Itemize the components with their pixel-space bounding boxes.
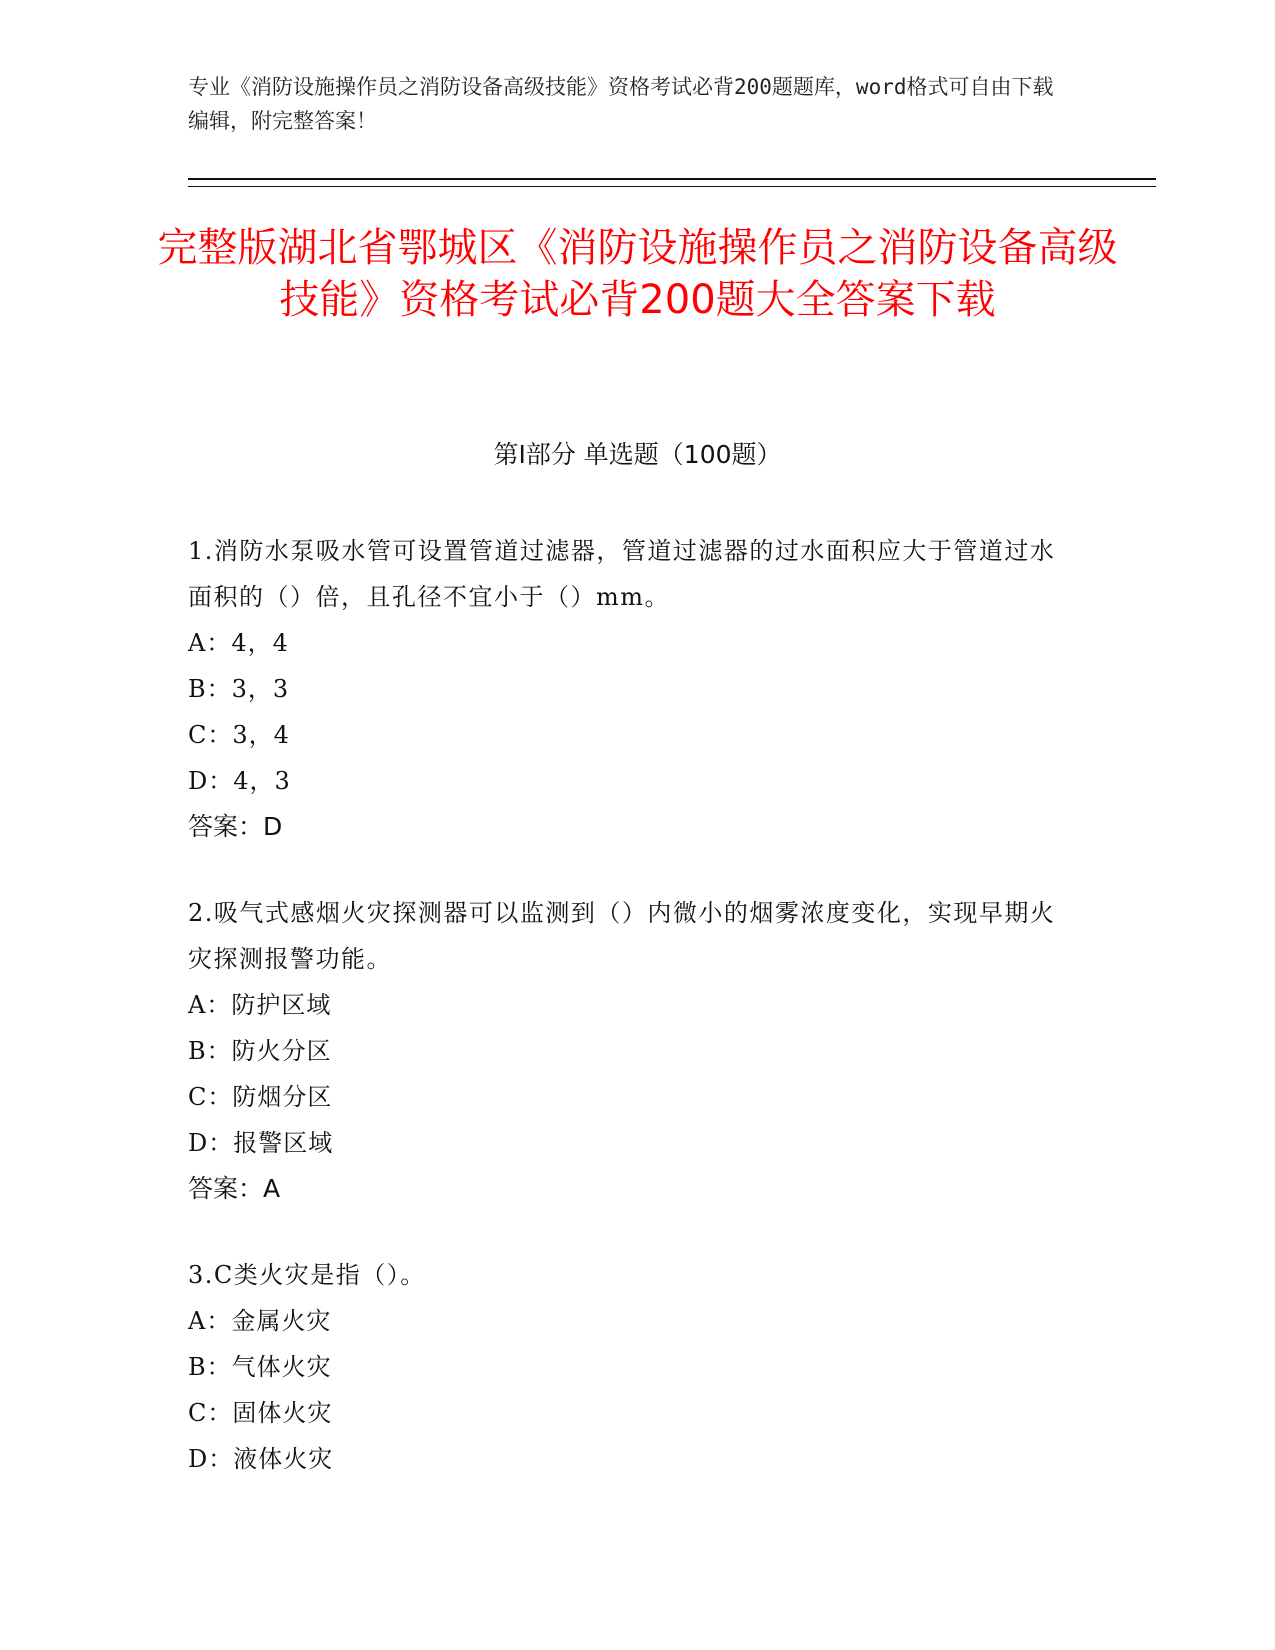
header-divider-thin <box>188 186 1156 187</box>
option-d: D：液体火灾 <box>188 1445 334 1473</box>
answer: 答案：D <box>188 812 283 841</box>
option-d: D：报警区域 <box>188 1129 334 1157</box>
option-b: B：气体火灾 <box>188 1353 332 1381</box>
header-note: 专业《消防设施操作员之消防设备高级技能》资格考试必背200题题库，word格式可自由下载编辑，附完整答案！ <box>188 75 1054 133</box>
option-a: A：防护区域 <box>188 991 332 1019</box>
option-b: B：防火分区 <box>188 1037 332 1065</box>
option-c: C：防烟分区 <box>188 1083 333 1111</box>
section-heading: 第Ⅰ部分 单选题（100题） <box>493 440 782 469</box>
question-3 <box>188 1252 1068 1482</box>
option-b: B：3，3 <box>188 675 290 703</box>
header-divider-thick <box>188 178 1156 180</box>
question-stem: 1.消防水泵吸水管可设置管道过滤器，管道过滤器的过水面积应大于管道过水面积的（）倍，且孔径不宜小于（）mm。 <box>188 537 1056 611</box>
question-stem: 3.C类火灾是指（）。 <box>188 1261 426 1289</box>
answer: 答案：A <box>188 1174 281 1203</box>
document-title: 完整版湖北省鄂城区《消防设施操作员之消防设备高级技能》资格考试必背200题大全答案下载 <box>157 225 1118 323</box>
option-d: D：4，3 <box>188 767 291 795</box>
option-c: C：固体火灾 <box>188 1399 333 1427</box>
option-a: A：4，4 <box>188 629 289 657</box>
question-2 <box>188 890 1068 1212</box>
option-c: C：3，4 <box>188 721 290 749</box>
option-a: A：金属火灾 <box>188 1307 332 1335</box>
question-1 <box>188 528 1068 850</box>
question-stem: 2.吸气式感烟火灾探测器可以监测到（）内微小的烟雾浓度变化，实现早期火灾探测报警功能。 <box>188 899 1056 973</box>
